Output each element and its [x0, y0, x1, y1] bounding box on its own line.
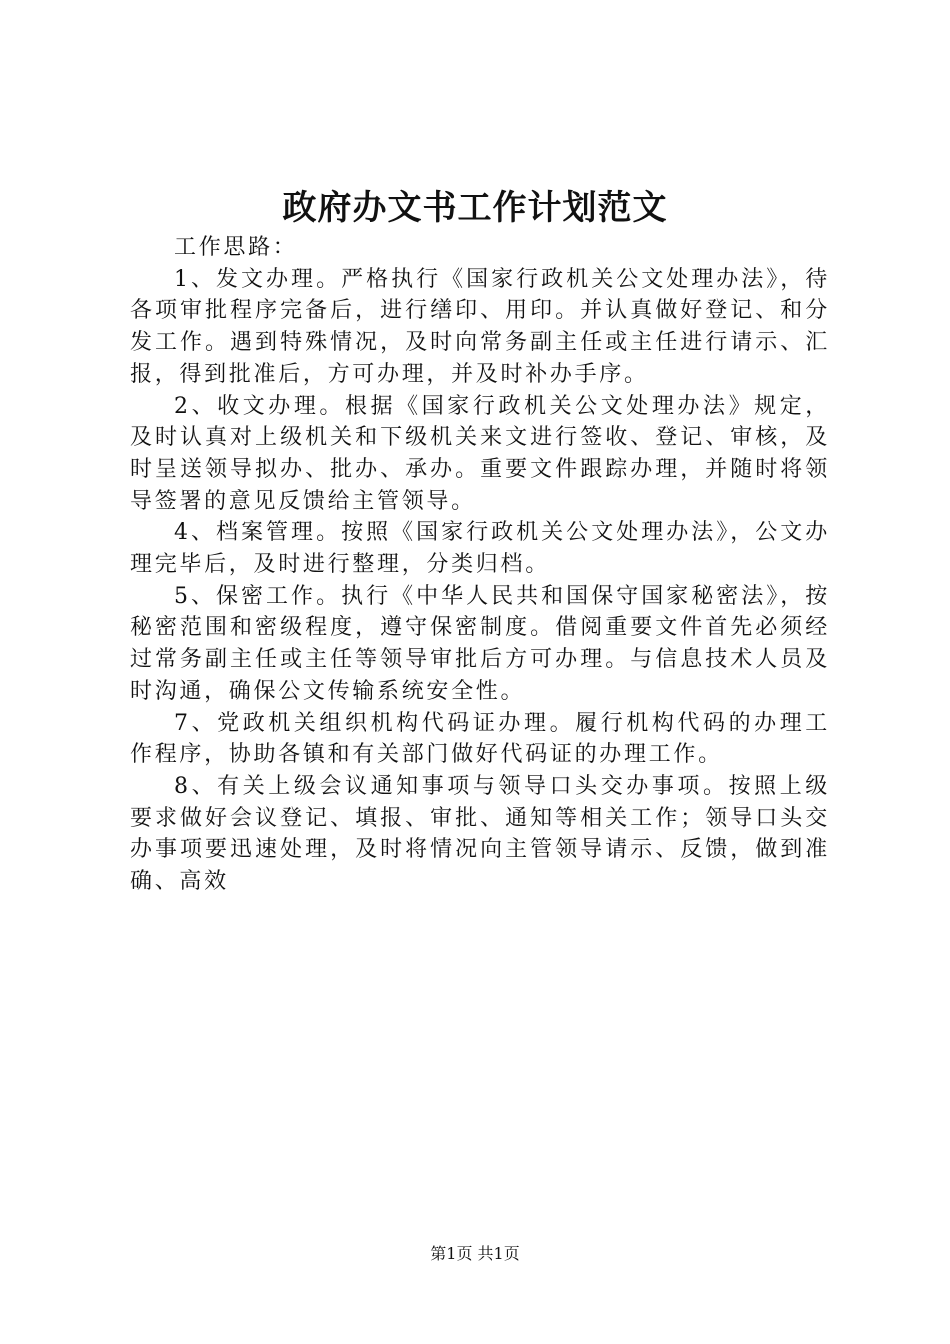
paragraph-item-2: 2、收文办理。根据《国家行政机关公文处理办法》规定，及时认真对上级机关和下级机关来文进行签收、登记、审核，及时呈送领导拟办、批办、承办。重要文件跟踪办理，并随时将领导签署的意见反馈给主管领导。: [130, 393, 830, 514]
page-footer: 第1页 共1页: [430, 1244, 520, 1263]
paragraph-item-1: 1、发文办理。严格执行《国家行政机关公文处理办法》，待各项审批程序完备后，进行缮印、用印。并认真做好登记、和分发工作。遇到特殊情况，及时向常务副主任或主任进行请示、汇报，得到批准后，方可办理，并及时补办手序。: [130, 266, 830, 387]
document-title: 政府办文书工作计划范文: [282, 188, 668, 228]
paragraph-item-7: 7、党政机关组织机构代码证办理。履行机构代码的办理工作程序，协助各镇和有关部门做好代码证的办理工作。: [130, 710, 830, 768]
document-body: [130, 232, 830, 898]
paragraph-intro: 工作思路：: [174, 235, 298, 260]
paragraph-item-4: 4、档案管理。按照《国家行政机关公文处理办法》，公文办理完毕后，及时进行整理，分类归档。: [130, 520, 830, 578]
paragraph-item-8: 8、有关上级会议通知事项与领导口头交办事项。按照上级要求做好会议登记、填报、审批、通知等相关工作；领导口头交办事项要迅速处理，及时将情况向主管领导请示、反馈，做到准确、高效: [130, 773, 830, 895]
paragraph-item-5: 5、保密工作。执行《中华人民共和国保守国家秘密法》，按秘密范围和密级程度，遵守保密制度。借阅重要文件首先必须经过常务副主任或主任等领导审批后方可办理。与信息技术人员及时沟通，确保公文传输系统安全性。: [130, 583, 830, 704]
